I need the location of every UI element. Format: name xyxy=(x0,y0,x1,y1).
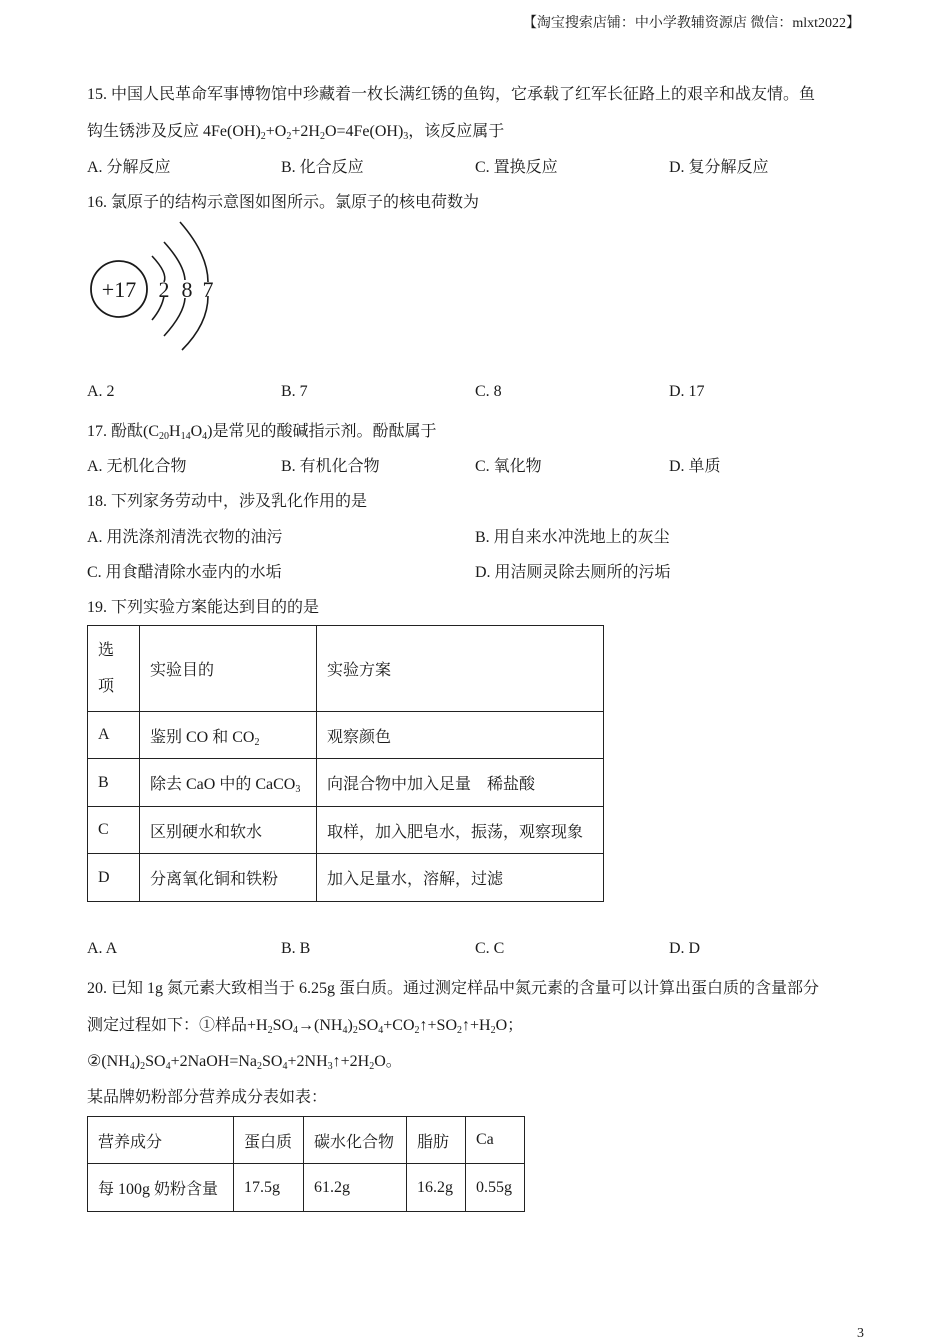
row-goal: 区别硬水和软水 xyxy=(140,807,317,854)
row-goal: 鉴别 CO 和 $CO_2$ xyxy=(140,712,317,759)
q19-option-c: C. C xyxy=(475,940,505,957)
nutrition-value-cell: 每 100g 奶粉含量 xyxy=(88,1164,234,1212)
q17-option-b: B. 有机化合物 xyxy=(281,458,380,475)
q15-option-d: D. 复分解反应 xyxy=(669,159,769,176)
q20-line1: 20. 已知 1g 氮元素大致相当于 6.25g 蛋白质。通过测定样品中氮元素的含量可以计算出蛋白质的含量部分 xyxy=(87,980,820,997)
q15-line2: 钩生锈涉及反应 $4Fe(OH)_2+O_2+2H_2O=4Fe(OH)_3$，该反应属于 xyxy=(87,123,505,142)
row-option: C xyxy=(88,807,140,854)
q16-option-b: B. 7 xyxy=(281,383,308,400)
row-plan: 向混合物中加入足量 稀盐酸 xyxy=(317,759,604,807)
q15-option-a: A. 分解反应 xyxy=(87,159,171,176)
nutrition-header-cell: Ca xyxy=(466,1117,525,1164)
q18-stem: 18. 下列家务劳动中，涉及乳化作用的是 xyxy=(87,493,368,510)
nutrition-table xyxy=(87,1116,525,1212)
row-option: B xyxy=(88,759,140,807)
nutrition-header-row xyxy=(88,1117,525,1164)
q15-option-c: C. 置换反应 xyxy=(475,159,558,176)
electron-shell-3-bottom xyxy=(182,296,208,350)
q17-stem: 17. 酚酞$(C_{20}H_{14}O_4)$是常见的酸碱指示剂。酚酞属于 xyxy=(87,423,437,442)
q16-option-d: D. 17 xyxy=(669,383,705,400)
q17-option-a: A. 无机化合物 xyxy=(87,458,187,475)
row-plan: 加入足量水，溶解，过滤 xyxy=(317,854,604,902)
row-option: A xyxy=(88,712,140,759)
table-row xyxy=(88,807,604,854)
row-plan: 取样，加入肥皂水，振荡，观察现象 xyxy=(317,807,604,854)
q15-option-b: B. 化合反应 xyxy=(281,159,364,176)
table-row xyxy=(88,759,604,807)
chlorine-atom-diagram xyxy=(84,218,224,354)
row-goal: 分离氧化铜和铁粉 xyxy=(140,854,317,902)
shell-2-electrons: 8 xyxy=(181,277,193,302)
nucleus-charge: +17 xyxy=(101,277,137,302)
q19-stem: 19. 下列实验方案能达到目的的是 xyxy=(87,599,320,616)
q18-option-a: A. 用洗涤剂清洗衣物的油污 xyxy=(87,529,283,546)
page-number: 3 xyxy=(857,1326,864,1341)
page-header: 【淘宝搜索店铺：中小学教辅资源店 微信：mlxt2022】 xyxy=(522,16,860,31)
nutrition-value-cell: 61.2g xyxy=(304,1164,407,1212)
nutrition-value-cell: 16.2g xyxy=(407,1164,466,1212)
table-row xyxy=(88,854,604,902)
table-row xyxy=(88,712,604,759)
row-goal: 除去 CaO 中的 CaCO$_3$ xyxy=(140,759,317,807)
q17-option-d: D. 单质 xyxy=(669,458,721,475)
q19-option-a: A. A xyxy=(87,940,118,957)
q15-line1: 15. 中国人民革命军事博物馆中珍藏着一枚长满红锈的鱼钩，它承载了红军长征路上的艰辛和战友情。鱼 xyxy=(87,86,816,103)
nutrition-value-cell: 17.5g xyxy=(234,1164,304,1212)
shell-3-electrons: 7 xyxy=(202,277,214,302)
q16-option-c: C. 8 xyxy=(475,383,502,400)
row-option: D xyxy=(88,854,140,902)
nutrition-header-cell: 蛋白质 xyxy=(234,1117,304,1164)
q19-experiment-table xyxy=(87,625,604,902)
q18-option-c: C. 用食醋清除水壶内的水垢 xyxy=(87,564,282,581)
shell-1-electrons: 2 xyxy=(158,277,170,302)
q20-equation-1: 测定过程如下：①样品$+H_2SO_4\to(NH_4)_2SO_4+CO_2↑+SO_2↑+H_2O$； xyxy=(87,1017,524,1036)
q17-option-c: C. 氧化物 xyxy=(475,458,542,475)
electron-shell-2-bottom xyxy=(164,298,185,336)
header-plan: 实验方案 xyxy=(317,626,604,712)
q19-option-d: D. D xyxy=(669,940,701,957)
q16-stem: 16. 氯原子的结构示意图如图所示。氯原子的核电荷数为 xyxy=(87,194,480,211)
q20-equation-2: $②(NH_4)_2SO_4+2NaOH=Na_2SO_4+2NH_3↑+2H_2O$。 xyxy=(87,1053,402,1072)
nutrition-value-cell: 0.55g xyxy=(466,1164,525,1212)
q16-option-a: A. 2 xyxy=(87,383,115,400)
table-header-row xyxy=(88,626,604,712)
q19-option-b: B. B xyxy=(281,940,311,957)
row-plan: 观察颜色 xyxy=(317,712,604,759)
nutrition-header-cell: 脂肪 xyxy=(407,1117,466,1164)
nutrition-header-cell: 碳水化合物 xyxy=(304,1117,407,1164)
header-goal: 实验目的 xyxy=(140,626,317,712)
q20-table-intro: 某品牌奶粉部分营养成分表如表： xyxy=(87,1089,328,1106)
nutrition-header-cell: 营养成分 xyxy=(88,1117,234,1164)
q18-option-b: B. 用自来水冲洗地上的灰尘 xyxy=(475,529,670,546)
nutrition-value-row xyxy=(88,1164,525,1212)
electron-shell-2-top xyxy=(164,242,185,280)
header-option: 选 项 xyxy=(88,626,140,712)
q18-option-d: D. 用洁厕灵除去厕所的污垢 xyxy=(475,564,671,581)
